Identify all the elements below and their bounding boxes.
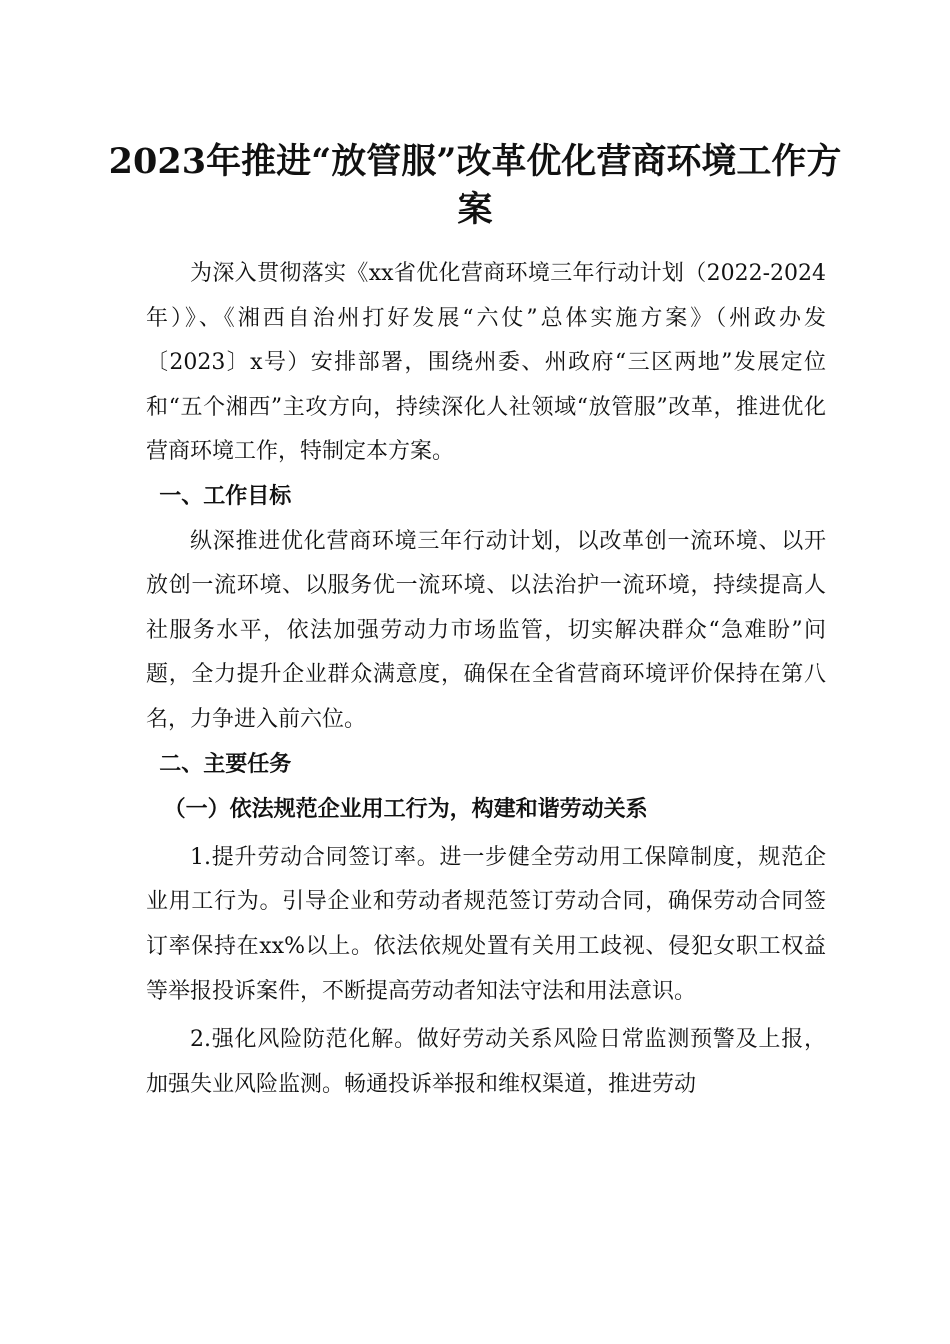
section-heading-goals: 一、工作目标 (159, 483, 292, 509)
goals-paragraph: 纵深推进优化营商环境三年行动计划，以改革创一流环境、以开放创一流环境、以服务优一流环境、以法治护一流环境，持续提高人社服务水平，依法加强劳动力市场监管，切实解决群众“急难盼”问题，全力提升企业群众满意度，确保在全省营商环境评价保持在第八名，力争进入前六位。 (146, 528, 826, 732)
document-title: 2023年推进“放管服”改革优化营商环境工作方案 (108, 141, 842, 230)
task-item-2: 2.强化风险防范化解。做好劳动关系风险日常监测预警及上报，加强失业风险监测。畅通投诉举报和维权渠道，推进劳动 (146, 1027, 826, 1097)
task-item-1: 1.提升劳动合同签订率。进一步健全劳动用工保障制度，规范企业用工行为。引导企业和劳动者规范签订劳动合同，确保劳动合同签订率保持在xx%以上。依法依规处置有关用工歧视、侵犯女职工权益等举报投诉案件，不断提高劳动者知法守法和用法意识。 (146, 844, 826, 1004)
intro-paragraph: 为深入贯彻落实《xx省优化营商环境三年行动计划（2022-2024年）》、《湘西自治州打好发展“六仗”总体实施方案》（州政办发〔2023〕x号）安排部署，围绕州委、州政府“三区两地”发展定位和“五个湘西”主攻方向，持续深化人社领域“放管服”改革，推进优化营商环境工作，特制定本方案。 (146, 261, 826, 465)
document-body (146, 252, 826, 1107)
subsection-heading: （一）依法规范企业用工行为，构建和谐劳动关系 (163, 796, 648, 823)
section-heading-tasks: 二、主要任务 (159, 751, 292, 777)
